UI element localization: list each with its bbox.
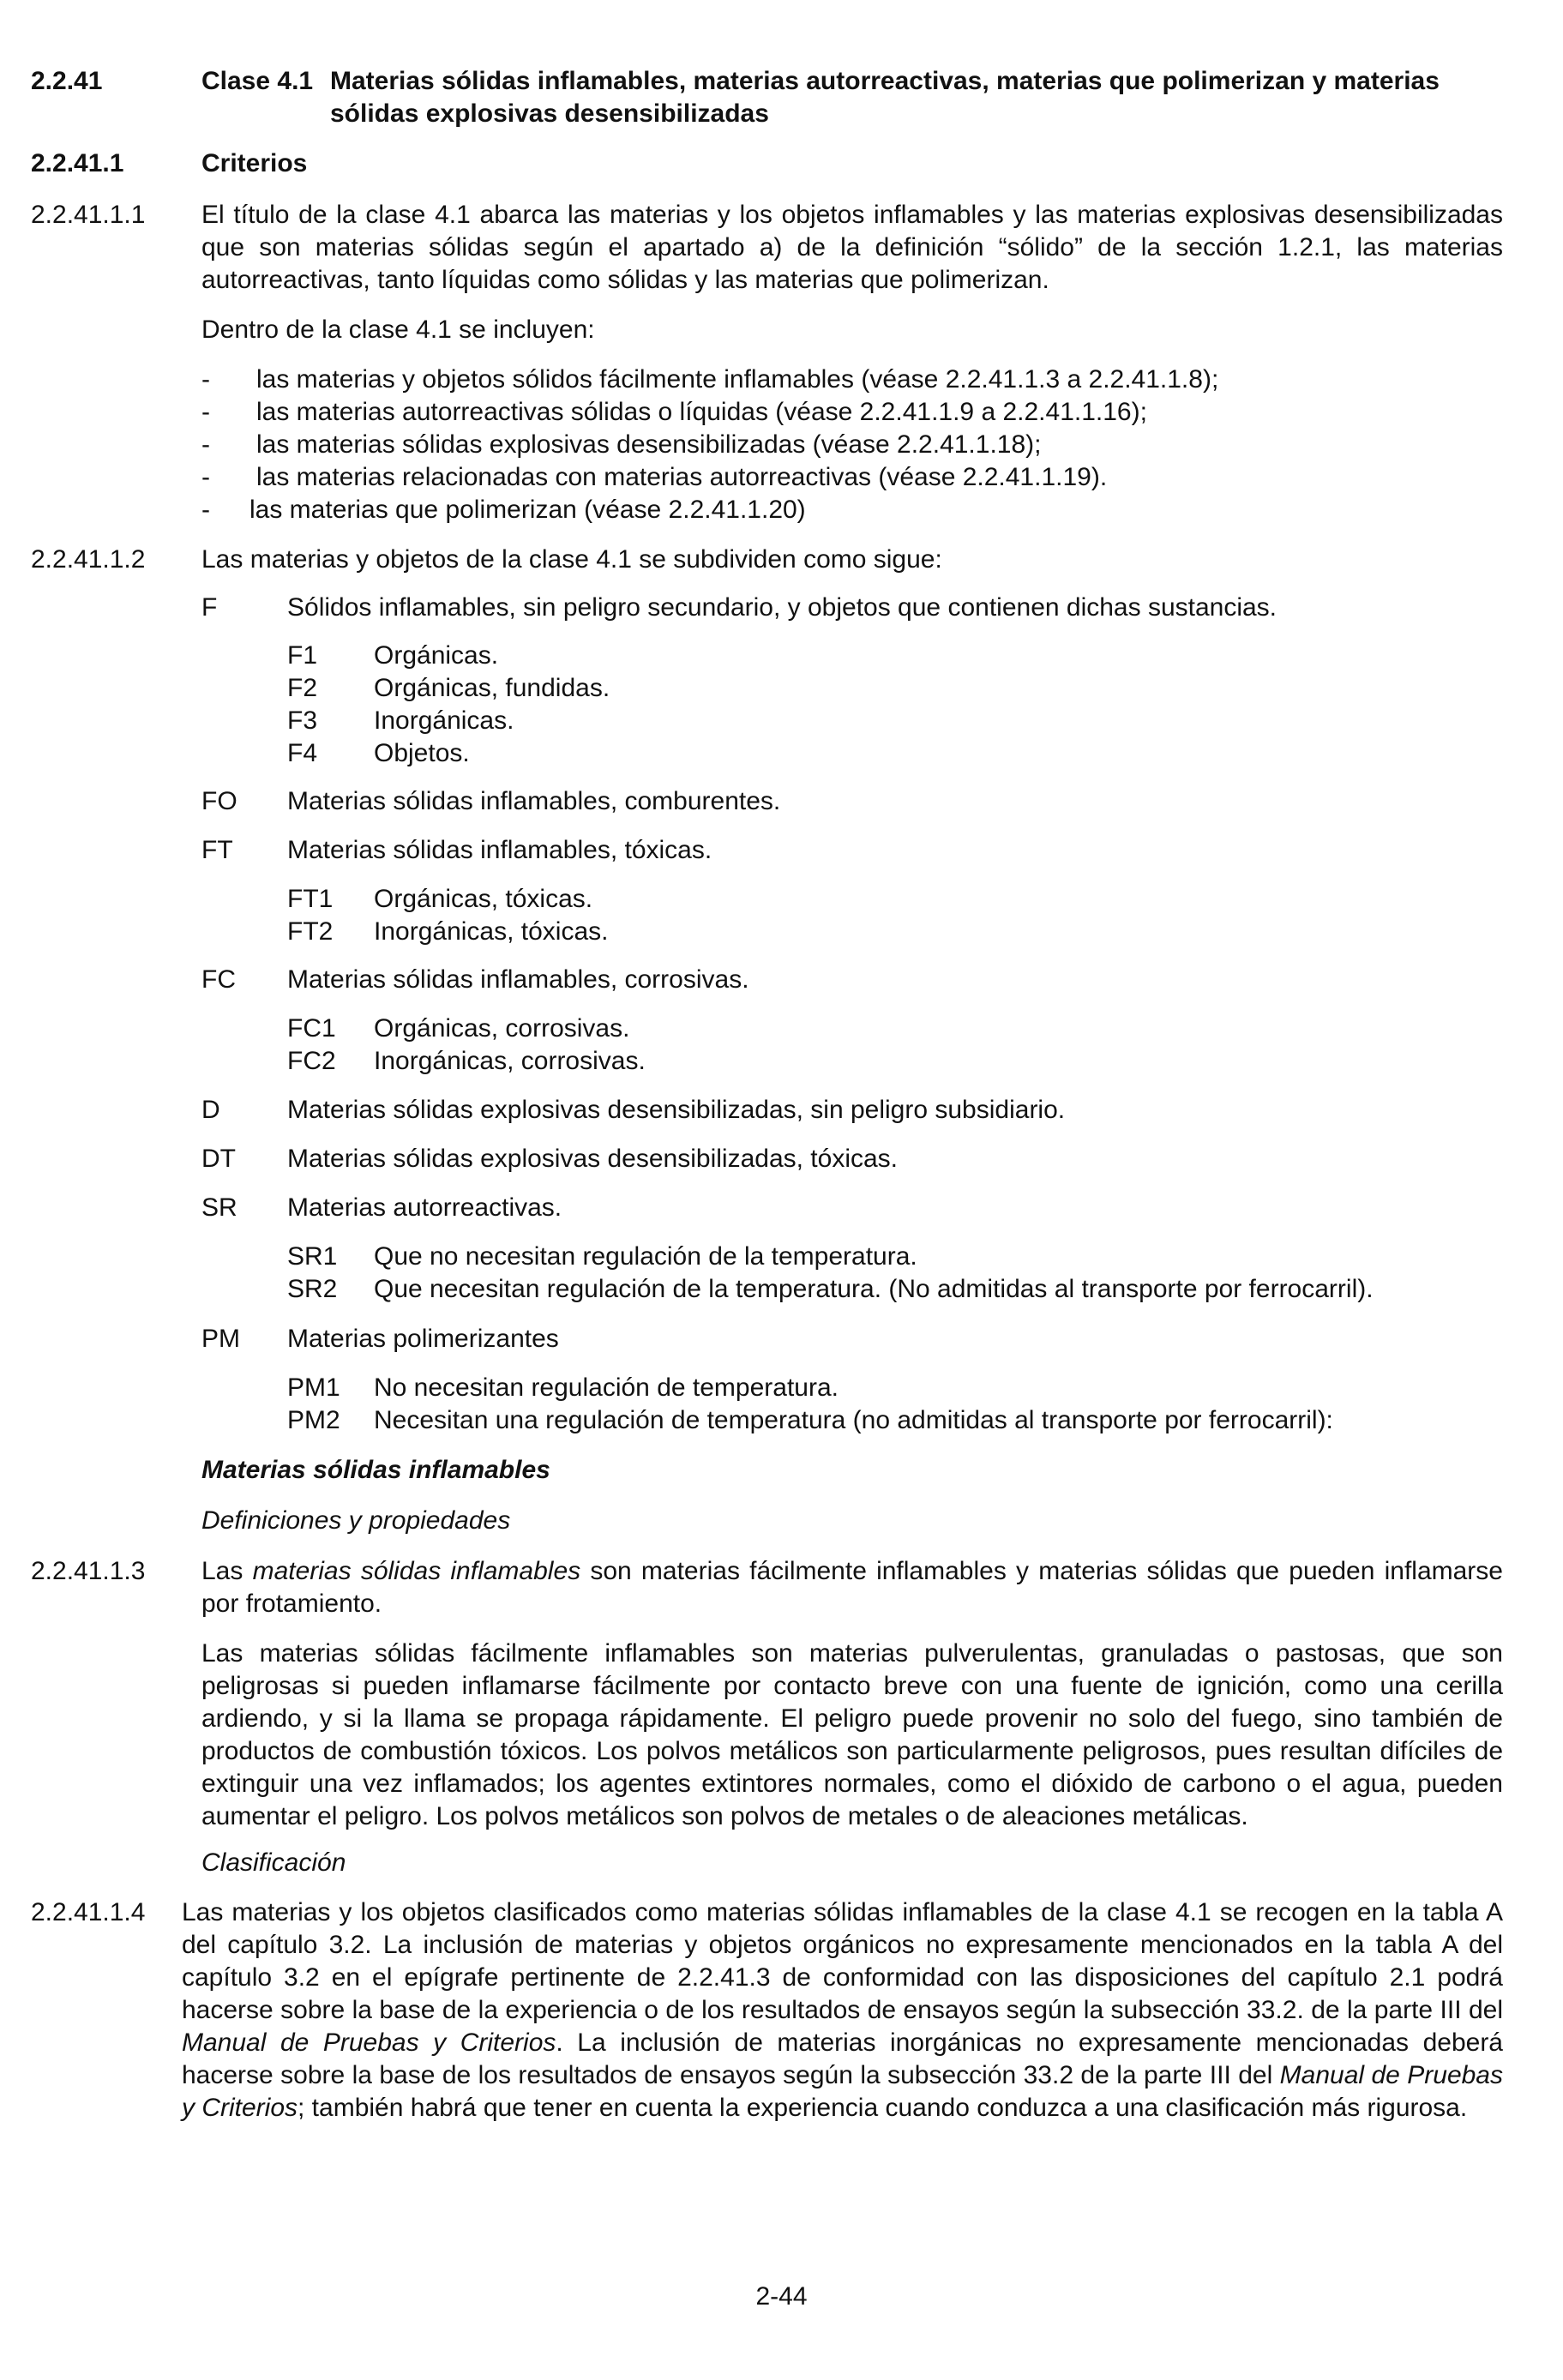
paragraph-text: Las materias sólidas inflamables son materias fácilmente inflamables y materias sólidas que pueden inflamarse por frotamiento. [201, 1557, 1503, 1618]
section-class-label: Clase 4.1 [201, 67, 314, 95]
paragraph-number: 2.2.41.1.1 [31, 201, 146, 229]
section-title: Materias sólidas inflamables, materias autorreactivas, materias que polimerizan y materias sólidas explosivas desensibilizadas [330, 67, 1440, 128]
document-page: 2.2.41 Clase 4.1 Materias sólidas inflamables, materias autorreactivas, materias que polimerizan y materias sólidas explosivas desensibilizadas 2.2.41.1 Criterios 2.2.41.1.1 El título de la clase 4.1 abarca las materias y los objetos inflamables y las materias explosivas desensibilizadas que son materias sólidas según el apartado a) de la definición “sólido” de la sección 1.2.1, las materias autorreactivas, tanto líquidas como sólidas y las materias que polimerizan. Dentro de la clase 4.1 se incluyen: - las materias y objetos sólidos fácilmente inflamables (véase 2.2.41.1.3 a 2.2.41.1.8); - las materias autorreactivas sólidas o líquidas (véase 2.2.41.1.9 a 2.2.41.1.16); - las materias sólidas explosivas desensibilizadas (véase 2.2.41.1.18); - las materias relacionadas con materias autorreactivas (véase 2.2.41.1.19). - las materias que polimerizan (véase 2.2.41.1.20) 2.2.41.1.2 Las materias y objetos de la clase 4.1 se subdividen como sigue: F Sólidos inflamables, sin peligro secundario, y objetos que contienen dichas sustancias. F1 Orgánicas. F2 Orgánicas, fundidas. F3 Inorgánicas. F4 Objetos. FO Materias sólidas inflamables, comburentes. FT Materias sólidas inflamables, tóxicas. FT1 Orgánicas, tóxicas. FT2 Inorgánicas, tóxicas. FC Materias sólidas inflamables, corrosivas. FC1 Orgánicas, corrosivas. FC2 Inorgánicas, corrosivas. D Materias sólidas explosivas desensibilizadas, sin peligro subsidiario. DT Materias sólidas explosivas desensibilizadas, tóxicas. SR Materias autorreactivas. SR1 Que no necesitan regulación de la temperatura. SR2 Que necesitan regulación de la temperatura. (No admitidas al transporte por ferrocarril). PM Materias polimerizantes PM1 No necesitan regulación de temperatura. PM2 Necesitan una regulación de temperatura (no admitidas al transporte por ferrocarril): Materias sólidas inflamables Definiciones y propiedades 2.2.41.1.3 Las materias sólidas inflamables son materias fácilmente inflamables y materias sólidas que pueden inflamarse por frotamiento. Las materias sólidas fácilmente inflamables son materias pulverulentas, granuladas o pastosas, que son peligrosas si pueden inflamarse fácilmente por contacto breve con una fuente de ignición, como una cerilla ardiendo, y si la llama se propaga rápidamente. El peligro puede provenir no solo del fuego, sino también de productos de combustión tóxicos. Los polvos metálicos son particularmente peligrosos, pues resultan difíciles de extinguir una vez inflamados; los agentes extintores normales, como el dióxido de carbono o el agua, pueden aumentar el peligro. Los polvos metálicos son polvos de metales o de aleaciones metálicas. Clasificación 2.2.41.1.4 Las materias y los objetos clasificados como materias sólidas inflamables de la clase 4.1 se recogen en la tabla A del capítulo 3.2. La inclusión de materias y objetos orgánicos no expresamente mencionados en la tabla A del capítulo 3.2 en el epígrafe pertinente de 2.2.41.3 de conformidad con las disposiciones del capítulo 2.1 podrá hacerse sobre la base de la experiencia o de los resultados de ensayos según la subsección 33.2. de la parte III del Manual de Pruebas y Criterios. La inclusión de materias inorgánicas no expresamente mencionadas deberá hacerse sobre la base de los resultados de ensayos según la subsección 33.2 de la parte III del Manual de Pruebas y Criterios; también habrá que tener en cuenta la experiencia cuando conduzca a una clasificación más rigurosa. 2-44 [0, 0, 1563, 2380]
paragraph-text: Las materias y los objetos clasificados como materias sólidas inflamables de la clase 4.1 se recogen en la tabla A del capítulo 3.2. La inclusión de materias y objetos orgánicos no expresamente mencionados en la tabla A del capítulo 3.2 en el epígrafe pertinente de 2.2.41.3 de conformidad con las disposiciones del capítulo 2.1 podrá hacerse sobre la base de la experiencia o de los resultados de ensayos según la subsección 33.2. de la parte III del Manual de Pruebas y Criterios. La inclusión de materias inorgánicas no expresamente mencionadas deberá hacerse sobre la base de los resultados de ensayos según la subsección 33.2 de la parte III del Manual de Pruebas y Criterios; también habrá que tener en cuenta la experiencia cuando conduzca a una clasificación más rigurosa. [182, 1898, 1503, 2122]
paragraph-number: 2.2.41.1.3 [31, 1557, 146, 1585]
page-number: 2-44 [755, 2282, 808, 2311]
paragraph-text: El título de la clase 4.1 abarca las materias y los objetos inflamables y las materias explosivas desensibilizadas que son materias sólidas según el apartado a) de la definición “sólido” de la sección 1.2.1, las materias autorreactivas, tanto líquidas como sólidas y las materias que polimerizan. [201, 201, 1503, 294]
paragraph-number: 2.2.41.1.2 [31, 545, 146, 574]
paragraph-number: 2.2.41.1.4 [31, 1898, 146, 1926]
section-number: 2.2.41 [31, 67, 103, 95]
